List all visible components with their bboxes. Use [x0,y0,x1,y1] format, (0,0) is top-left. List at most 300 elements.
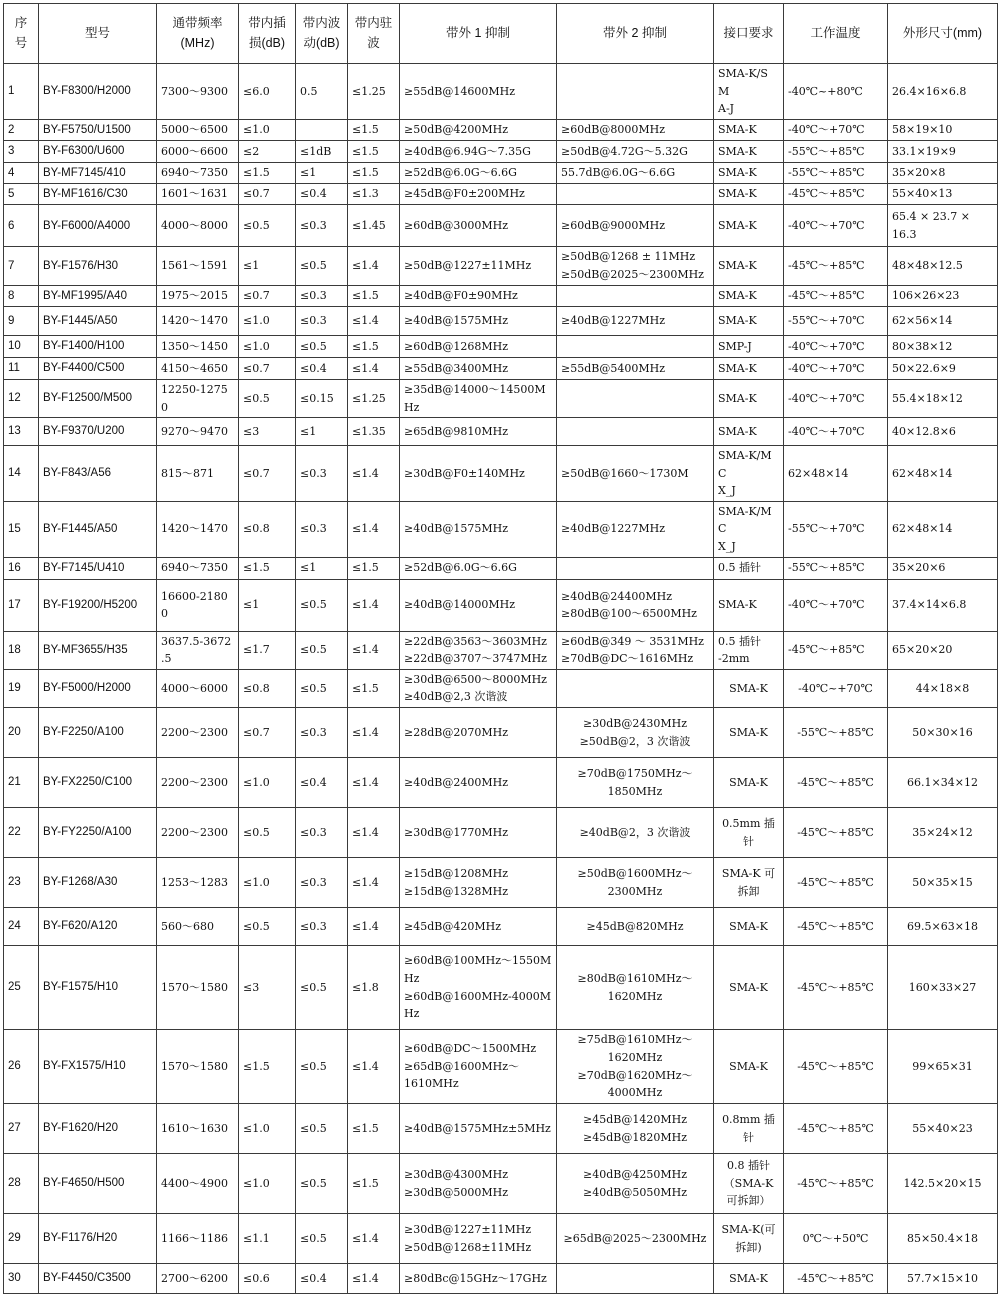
header-insertion-loss: 带内插 损(dB) [239,4,296,64]
cell-passband: 4000～8000 [157,205,239,247]
cell-passband: 4400～4900 [157,1154,239,1214]
table-row [4,141,998,162]
cell-passband: 5000～6500 [157,119,239,140]
cell-rejection-2: ≥40dB@1227MHz [557,306,714,335]
cell-temperature: -45℃～+85℃ [784,631,888,669]
cell-rejection-1: ≥45dB@420MHz [400,908,557,946]
cell-temperature: -45℃～+85℃ [784,908,888,946]
cell-rejection-1: ≥30dB@1227±11MHz ≥50dB@1268±11MHz [400,1214,557,1264]
cell-interface: SMP-J [714,335,784,357]
table-row [4,557,998,579]
cell-dimensions: 58×19×10 [888,119,998,140]
header-ripple: 带内波 动(dB) [296,4,348,64]
table-row [4,579,998,631]
cell-interface: SMA-K [714,946,784,1030]
table-row [4,446,998,502]
cell-ripple: ≤0.5 [296,946,348,1030]
header-interface: 接口要求 [714,4,784,64]
cell-insertion-loss: ≤1.0 [239,1104,296,1154]
cell-insertion-loss: ≤1.0 [239,1154,296,1214]
cell-vswr: ≤1.25 [348,379,400,417]
cell-temperature: -55℃～+85℃ [784,708,888,758]
cell-insertion-loss: ≤1.5 [239,162,296,183]
cell-rejection-1: ≥30dB@6500～8000MHz ≥40dB@2,3 次谐波 [400,669,557,707]
cell-ripple: ≤1 [296,162,348,183]
cell-vswr: ≤1.4 [348,579,400,631]
cell-ripple: ≤0.3 [296,708,348,758]
cell-insertion-loss: ≤1.7 [239,631,296,669]
cell-model: BY-F1575/H10 [39,946,157,1030]
cell-model: BY-F1576/H30 [39,247,157,285]
cell-index: 16 [4,557,39,579]
cell-rejection-1: ≥60dB@3000MHz [400,205,557,247]
cell-ripple: ≤0.15 [296,379,348,417]
cell-dimensions: 62×48×14 [888,501,998,557]
cell-vswr: ≤1.4 [348,858,400,908]
cell-interface: 0.5mm 插 针 [714,808,784,858]
cell-vswr: ≤1.4 [348,357,400,379]
cell-ripple: ≤0.3 [296,205,348,247]
cell-index: 22 [4,808,39,858]
cell-rejection-1: ≥40dB@1575MHz [400,501,557,557]
cell-passband: 1420～1470 [157,501,239,557]
cell-temperature: -40℃～+70℃ [784,379,888,417]
cell-passband: 7300～9300 [157,64,239,120]
header-vswr: 带内驻 波 [348,4,400,64]
cell-ripple: ≤0.3 [296,808,348,858]
cell-passband: 1610～1630 [157,1104,239,1154]
cell-rejection-1: ≥40dB@1575MHz±5MHz [400,1104,557,1154]
cell-model: BY-F1445/A50 [39,306,157,335]
cell-insertion-loss: ≤0.7 [239,446,296,502]
cell-temperature: -45℃～+85℃ [784,946,888,1030]
cell-model: BY-F843/A56 [39,446,157,502]
header-rejection-2: 带外 2 抑制 [557,4,714,64]
cell-temperature: -45℃～+85℃ [784,285,888,306]
table-row [4,908,998,946]
cell-insertion-loss: ≤1.0 [239,858,296,908]
cell-temperature: -45℃～+85℃ [784,808,888,858]
cell-passband: 1253～1283 [157,858,239,908]
cell-dimensions: 66.1×34×12 [888,758,998,808]
cell-vswr: ≤1.4 [348,708,400,758]
table-row [4,708,998,758]
cell-dimensions: 37.4×14×6.8 [888,579,998,631]
cell-ripple: ≤0.3 [296,285,348,306]
cell-vswr: ≤1.5 [348,1154,400,1214]
cell-rejection-2: ≥60dB@349 ～ 3531MHz ≥70dB@DC～1616MHz [557,631,714,669]
cell-insertion-loss: ≤0.5 [239,808,296,858]
cell-model: BY-F1445/A50 [39,501,157,557]
cell-insertion-loss: ≤3 [239,418,296,446]
cell-interface: SMA-K [714,183,784,204]
cell-dimensions: 26.4×16×6.8 [888,64,998,120]
cell-insertion-loss: ≤0.6 [239,1264,296,1294]
cell-vswr: ≤1.3 [348,183,400,204]
table-row [4,162,998,183]
cell-dimensions: 55.4×18×12 [888,379,998,417]
table-row [4,1264,998,1294]
cell-index: 12 [4,379,39,417]
table-row [4,669,998,707]
cell-dimensions: 35×20×6 [888,557,998,579]
cell-rejection-2 [557,335,714,357]
cell-ripple: ≤0.5 [296,1030,348,1104]
cell-interface: SMA-K [714,708,784,758]
cell-interface: SMA-K [714,758,784,808]
cell-ripple: ≤0.5 [296,669,348,707]
cell-index: 2 [4,119,39,140]
cell-rejection-2 [557,418,714,446]
cell-vswr: ≤1.35 [348,418,400,446]
cell-model: BY-F8300/H2000 [39,64,157,120]
cell-index: 20 [4,708,39,758]
cell-rejection-1: ≥60dB@100MHz～1550MHz ≥60dB@1600MHz-4000MHz [400,946,557,1030]
cell-interface: SMA-K [714,579,784,631]
cell-rejection-2 [557,285,714,306]
cell-rejection-1: ≥50dB@4200MHz [400,119,557,140]
cell-interface: SMA-K 可 拆卸 [714,858,784,908]
cell-vswr: ≤1.5 [348,335,400,357]
cell-index: 1 [4,64,39,120]
cell-interface: SMA-K/MC X_J [714,446,784,502]
table-row [4,758,998,808]
cell-rejection-2: ≥65dB@2025～2300MHz [557,1214,714,1264]
cell-rejection-2: ≥50dB@1600MHz～ 2300MHz [557,858,714,908]
cell-ripple: ≤0.4 [296,758,348,808]
cell-ripple: ≤0.3 [296,446,348,502]
cell-insertion-loss: ≤1.0 [239,119,296,140]
cell-index: 29 [4,1214,39,1264]
cell-rejection-2 [557,669,714,707]
cell-model: BY-F1176/H20 [39,1214,157,1264]
cell-rejection-2: ≥40dB@4250MHz ≥40dB@5050MHz [557,1154,714,1214]
cell-rejection-2: ≥45dB@1420MHz ≥45dB@1820MHz [557,1104,714,1154]
cell-vswr: ≤1.5 [348,1104,400,1154]
cell-interface: SMA-K/SM A-J [714,64,784,120]
cell-temperature: -45℃～+85℃ [784,758,888,808]
cell-temperature: -55℃～+70℃ [784,501,888,557]
cell-passband: 2700～6200 [157,1264,239,1294]
header-model: 型号 [39,4,157,64]
table-row [4,183,998,204]
cell-index: 8 [4,285,39,306]
cell-dimensions: 50×35×15 [888,858,998,908]
cell-model: BY-F1268/A30 [39,858,157,908]
cell-insertion-loss: ≤0.5 [239,379,296,417]
table-row [4,501,998,557]
cell-index: 25 [4,946,39,1030]
cell-dimensions: 142.5×20×15 [888,1154,998,1214]
cell-ripple: ≤0.3 [296,306,348,335]
table-row [4,335,998,357]
cell-temperature: 0℃～+50℃ [784,1214,888,1264]
cell-insertion-loss: ≤0.8 [239,501,296,557]
cell-rejection-1: ≥30dB@1770MHz [400,808,557,858]
cell-vswr: ≤1.4 [348,1030,400,1104]
cell-passband: 815～871 [157,446,239,502]
cell-interface: SMA-K [714,247,784,285]
cell-rejection-1: ≥60dB@DC～1500MHz ≥65dB@1600MHz～ 1610MHz [400,1030,557,1104]
cell-index: 26 [4,1030,39,1104]
cell-index: 3 [4,141,39,162]
cell-dimensions: 80×38×12 [888,335,998,357]
cell-rejection-1: ≥55dB@3400MHz [400,357,557,379]
cell-insertion-loss: ≤1.0 [239,306,296,335]
cell-dimensions: 57.7×15×10 [888,1264,998,1294]
cell-vswr: ≤1.5 [348,141,400,162]
cell-model: BY-F4450/C3500 [39,1264,157,1294]
cell-dimensions: 62×56×14 [888,306,998,335]
header-dimensions: 外形尺寸(mm) [888,4,998,64]
cell-ripple: ≤0.5 [296,1154,348,1214]
cell-passband: 1350～1450 [157,335,239,357]
cell-index: 21 [4,758,39,808]
cell-ripple: ≤0.5 [296,579,348,631]
cell-interface: SMA-K [714,205,784,247]
cell-model: BY-F1620/H20 [39,1104,157,1154]
cell-insertion-loss: ≤6.0 [239,64,296,120]
cell-vswr: ≤1.45 [348,205,400,247]
cell-index: 19 [4,669,39,707]
cell-index: 5 [4,183,39,204]
cell-ripple: ≤0.5 [296,1104,348,1154]
cell-passband: 4000～6000 [157,669,239,707]
table-row [4,946,998,1030]
cell-insertion-loss: ≤2 [239,141,296,162]
cell-dimensions: 106×26×23 [888,285,998,306]
cell-index: 7 [4,247,39,285]
cell-ripple: ≤0.5 [296,1214,348,1264]
cell-dimensions: 50×22.6×9 [888,357,998,379]
cell-index: 27 [4,1104,39,1154]
table-row [4,418,998,446]
cell-passband: 1166～1186 [157,1214,239,1264]
cell-insertion-loss: ≤1.1 [239,1214,296,1264]
cell-temperature: -40℃～+70℃ [784,357,888,379]
cell-passband: 1561～1591 [157,247,239,285]
cell-rejection-1: ≥55dB@14600MHz [400,64,557,120]
cell-index: 10 [4,335,39,357]
cell-dimensions: 65.4 × 23.7 × 16.3 [888,205,998,247]
table-row [4,631,998,669]
cell-interface: SMA-K [714,285,784,306]
cell-vswr: ≤1.8 [348,946,400,1030]
table-row [4,1030,998,1104]
cell-temperature: -55℃～+85℃ [784,557,888,579]
cell-rejection-2 [557,64,714,120]
cell-temperature: -40℃～+70℃ [784,205,888,247]
cell-insertion-loss: ≤0.7 [239,708,296,758]
cell-vswr: ≤1.4 [348,1264,400,1294]
cell-vswr: ≤1.5 [348,669,400,707]
table-row [4,247,998,285]
cell-index: 24 [4,908,39,946]
cell-insertion-loss: ≤1 [239,247,296,285]
cell-temperature: -45℃～+85℃ [784,1030,888,1104]
cell-temperature: -40℃~+70℃ [784,669,888,707]
cell-index: 14 [4,446,39,502]
cell-passband: 6940～7350 [157,162,239,183]
cell-dimensions: 69.5×63×18 [888,908,998,946]
cell-model: BY-MF3655/H35 [39,631,157,669]
cell-insertion-loss: ≤1.5 [239,1030,296,1104]
cell-temperature: -45℃～+85℃ [784,858,888,908]
cell-dimensions: 55×40×23 [888,1104,998,1154]
cell-interface: SMA-K [714,908,784,946]
cell-vswr: ≤1.5 [348,285,400,306]
cell-interface: SMA-K(可 拆卸) [714,1214,784,1264]
cell-interface: 0.5 插针 -2mm [714,631,784,669]
cell-dimensions: 48×48×12.5 [888,247,998,285]
cell-insertion-loss: ≤1 [239,579,296,631]
cell-rejection-2: ≥80dB@1610MHz～ 1620MHz [557,946,714,1030]
table-row [4,357,998,379]
cell-temperature: -45℃～+85℃ [784,183,888,204]
cell-passband: 6940～7350 [157,557,239,579]
cell-interface: 0.8 插针 （SMA-K 可拆卸） [714,1154,784,1214]
cell-dimensions: 33.1×19×9 [888,141,998,162]
cell-interface: SMA-K [714,418,784,446]
table-body [4,64,998,1294]
cell-rejection-2 [557,1264,714,1294]
cell-temperature: 62×48×14 [784,446,888,502]
cell-model: BY-F6300/U600 [39,141,157,162]
cell-temperature: -55℃～+85℃ [784,162,888,183]
cell-vswr: ≤1.4 [348,306,400,335]
cell-temperature: -45℃～+85℃ [784,1154,888,1214]
cell-temperature: -40℃～+70℃ [784,579,888,631]
cell-ripple: ≤1dB [296,141,348,162]
cell-rejection-2: ≥75dB@1610MHz～ 1620MHz ≥70dB@1620MHz～ 4000MHz [557,1030,714,1104]
table-row [4,858,998,908]
cell-rejection-1: ≥30dB@4300MHz ≥30dB@5000MHz [400,1154,557,1214]
cell-ripple: ≤0.5 [296,247,348,285]
cell-ripple: 0.5 [296,64,348,120]
cell-dimensions: 62×48×14 [888,446,998,502]
cell-rejection-2: ≥55dB@5400MHz [557,357,714,379]
cell-passband: 1420～1470 [157,306,239,335]
cell-temperature: -40℃～+70℃ [784,119,888,140]
cell-vswr: ≤1.4 [348,247,400,285]
cell-ripple: ≤0.3 [296,501,348,557]
cell-index: 13 [4,418,39,446]
cell-rejection-1: ≥65dB@9810MHz [400,418,557,446]
cell-passband: 1601～1631 [157,183,239,204]
cell-rejection-2: ≥40dB@24400MHz ≥80dB@100～6500MHz [557,579,714,631]
header-passband: 通带频率 (MHz) [157,4,239,64]
cell-interface: SMA-K [714,669,784,707]
cell-model: BY-F9370/U200 [39,418,157,446]
cell-vswr: ≤1.5 [348,162,400,183]
cell-rejection-1: ≥22dB@3563～3603MHz ≥22dB@3707～3747MHz [400,631,557,669]
cell-model: BY-F7145/U410 [39,557,157,579]
cell-dimensions: 65×20×20 [888,631,998,669]
cell-dimensions: 35×24×12 [888,808,998,858]
cell-interface: 0.8mm 插 针 [714,1104,784,1154]
header-rejection-1: 带外 1 抑制 [400,4,557,64]
cell-temperature: -45℃～+85℃ [784,1104,888,1154]
cell-rejection-1: ≥80dBc@15GHz～17GHz [400,1264,557,1294]
cell-passband: 1570～1580 [157,946,239,1030]
cell-ripple: ≤0.3 [296,908,348,946]
cell-interface: SMA-K [714,162,784,183]
cell-index: 11 [4,357,39,379]
cell-rejection-1: ≥50dB@1227±11MHz [400,247,557,285]
cell-dimensions: 40×12.8×6 [888,418,998,446]
cell-passband: 2200～2300 [157,808,239,858]
cell-index: 28 [4,1154,39,1214]
cell-ripple: ≤1 [296,418,348,446]
cell-model: BY-MF1995/A40 [39,285,157,306]
cell-index: 9 [4,306,39,335]
table-row [4,205,998,247]
cell-rejection-2: ≥30dB@2430MHz ≥50dB@2，3 次谐波 [557,708,714,758]
cell-ripple: ≤0.4 [296,357,348,379]
cell-rejection-1: ≥52dB@6.0G～6.6G [400,162,557,183]
cell-interface: SMA-K [714,141,784,162]
cell-ripple [296,119,348,140]
cell-index: 23 [4,858,39,908]
cell-passband: 1570～1580 [157,1030,239,1104]
cell-dimensions: 44×18×8 [888,669,998,707]
cell-temperature: -45℃～+85℃ [784,1264,888,1294]
cell-model: BY-F5750/U1500 [39,119,157,140]
cell-rejection-2: ≥70dB@1750MHz～ 1850MHz [557,758,714,808]
filter-spec-table [3,3,998,1294]
cell-rejection-1: ≥40dB@1575MHz [400,306,557,335]
cell-passband: 12250-12750 [157,379,239,417]
cell-insertion-loss: ≤0.7 [239,183,296,204]
cell-rejection-1: ≥52dB@6.0G～6.6G [400,557,557,579]
cell-insertion-loss: ≤0.5 [239,205,296,247]
cell-temperature: -40℃~+80℃ [784,64,888,120]
cell-model: BY-F620/A120 [39,908,157,946]
cell-passband: 9270～9470 [157,418,239,446]
table-row [4,1214,998,1264]
cell-passband: 16600-21800 [157,579,239,631]
cell-vswr: ≤1.25 [348,64,400,120]
cell-index: 17 [4,579,39,631]
cell-passband: 4150～4650 [157,357,239,379]
cell-interface: SMA-K [714,357,784,379]
cell-rejection-1: ≥40dB@2400MHz [400,758,557,808]
cell-ripple: ≤0.4 [296,1264,348,1294]
cell-model: BY-F12500/M500 [39,379,157,417]
cell-ripple: ≤0.5 [296,631,348,669]
cell-vswr: ≤1.4 [348,501,400,557]
cell-rejection-1: ≥45dB@F0±200MHz [400,183,557,204]
cell-insertion-loss: ≤1.5 [239,557,296,579]
cell-interface: 0.5 插针 [714,557,784,579]
cell-interface: SMA-K [714,379,784,417]
cell-vswr: ≤1.4 [348,631,400,669]
cell-passband: 1975～2015 [157,285,239,306]
cell-dimensions: 160×33×27 [888,946,998,1030]
cell-rejection-2: 55.7dB@6.0G～6.6G [557,162,714,183]
cell-rejection-1: ≥15dB@1208MHz ≥15dB@1328MHz [400,858,557,908]
cell-insertion-loss: ≤0.7 [239,285,296,306]
table-row [4,119,998,140]
cell-insertion-loss: ≤1.0 [239,758,296,808]
cell-rejection-2: ≥60dB@8000MHz [557,119,714,140]
cell-model: BY-FX1575/H10 [39,1030,157,1104]
cell-vswr: ≤1.4 [348,758,400,808]
cell-model: BY-F6000/A4000 [39,205,157,247]
cell-model: BY-FY2250/A100 [39,808,157,858]
cell-temperature: -55℃～+85℃ [784,141,888,162]
cell-model: BY-FX2250/C100 [39,758,157,808]
